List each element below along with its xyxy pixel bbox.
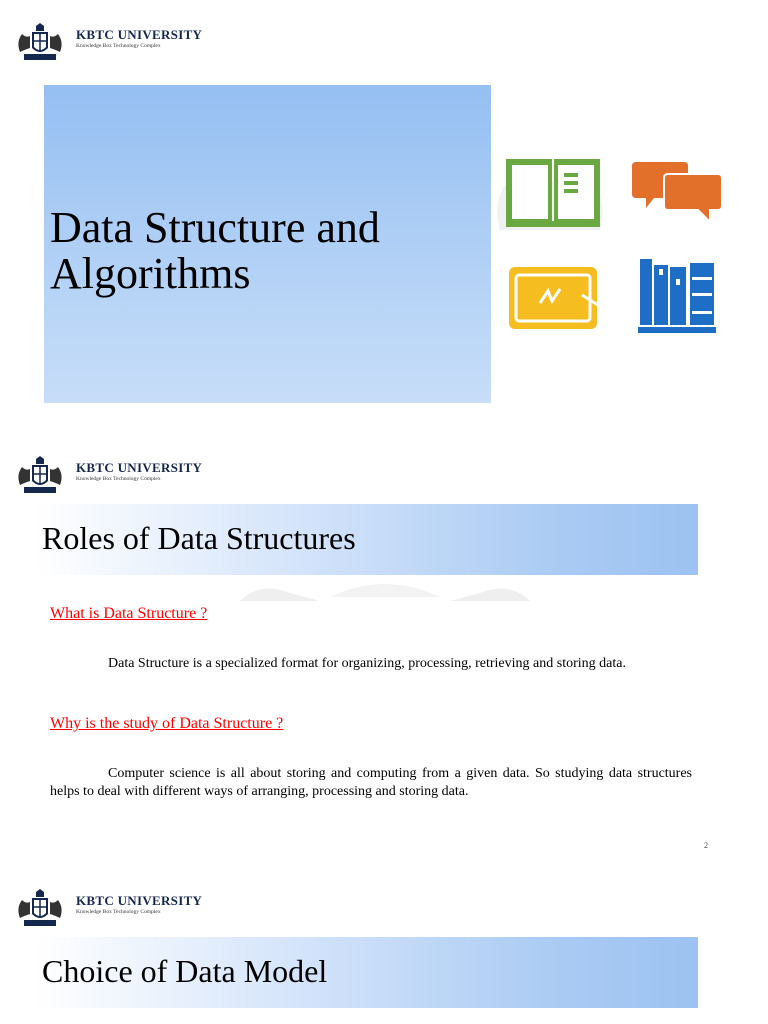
slide3-title: Choice of Data Model bbox=[42, 953, 328, 989]
definition-paragraph bbox=[50, 655, 692, 673]
university-logo-slide3 bbox=[12, 888, 212, 930]
chat-bubbles-icon bbox=[632, 160, 724, 224]
definition-text: Data Structure is a specialized format for organizing, processing, retrieving and storing data. bbox=[108, 656, 626, 671]
university-logo-slide2 bbox=[12, 455, 212, 497]
crest-icon bbox=[12, 455, 68, 495]
crest-icon bbox=[12, 888, 68, 928]
page-number: 2 bbox=[704, 841, 708, 850]
university-name: KBTC UNIVERSITY bbox=[76, 893, 203, 908]
slide1-title bbox=[50, 205, 380, 297]
slide2-header-bar bbox=[36, 504, 698, 575]
reason-paragraph bbox=[50, 765, 692, 801]
title-line-2: Algorithms bbox=[50, 249, 251, 298]
slide2-title: Roles of Data Structures bbox=[42, 520, 356, 556]
university-subtitle: Knowledge Box Technology Complex bbox=[76, 43, 161, 49]
title-line-1: Data Structure and bbox=[50, 203, 380, 252]
crest-icon bbox=[12, 22, 68, 62]
university-name: KBTC UNIVERSITY bbox=[76, 460, 203, 475]
reason-text: Computer science is all about storing and computing from a given data. So studying data structures helps to deal with different ways of arranging, processing and storing data. bbox=[50, 766, 692, 799]
university-name: KBTC UNIVERSITY bbox=[76, 27, 203, 42]
university-logo bbox=[12, 22, 212, 64]
chalkboard-icon bbox=[508, 265, 600, 331]
what-is-heading: What is Data Structure ? bbox=[50, 605, 208, 622]
slide3-header-bar bbox=[36, 937, 698, 1008]
slide1-title-box bbox=[44, 85, 491, 403]
university-subtitle: Knowledge Box Technology Complex bbox=[76, 909, 161, 915]
library-icon bbox=[638, 257, 718, 335]
watermark-crest-icon bbox=[240, 573, 530, 603]
university-subtitle: Knowledge Box Technology Complex bbox=[76, 476, 161, 482]
book-icon bbox=[504, 155, 602, 229]
why-study-heading: Why is the study of Data Structure ? bbox=[50, 715, 284, 732]
